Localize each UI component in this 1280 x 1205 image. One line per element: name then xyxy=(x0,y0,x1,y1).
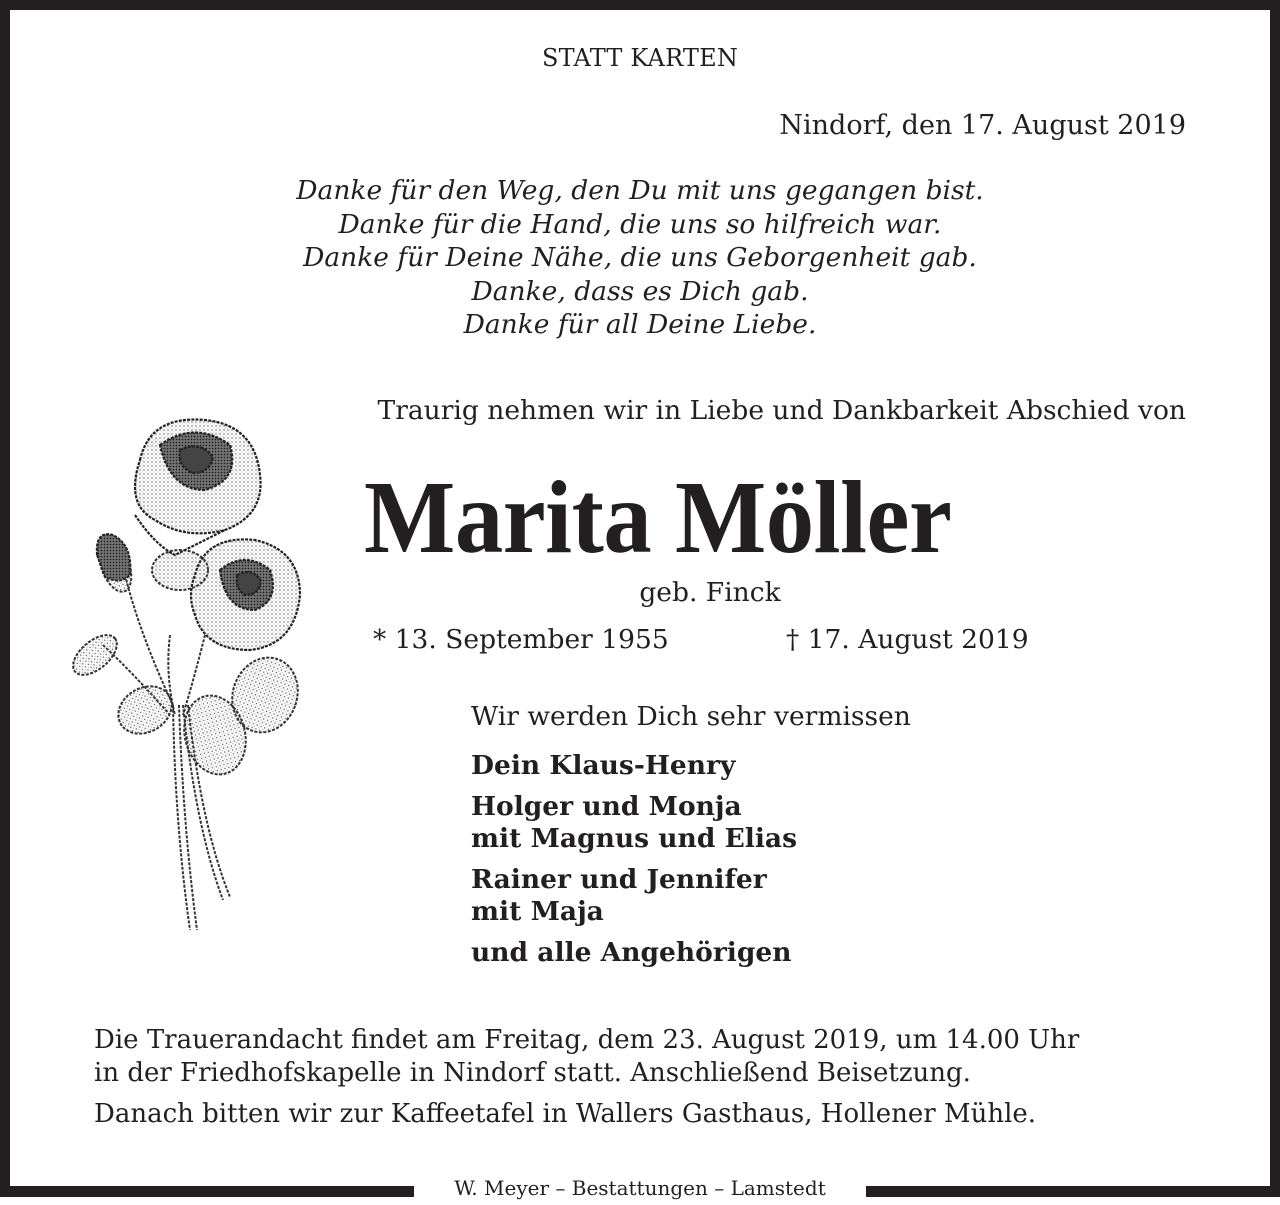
poem-line: Danke für die Hand, die uns so hilfreich war. xyxy=(338,208,942,240)
mourner-line: Rainer und Jennifer xyxy=(471,863,767,895)
frame-border-bottom-left xyxy=(0,1186,414,1197)
mourners-list xyxy=(471,750,797,977)
mourner-line: mit Magnus und Elias xyxy=(471,823,797,854)
mourner-group xyxy=(471,750,797,783)
maiden-name: geb. Finck xyxy=(639,577,781,608)
mourner-group xyxy=(471,864,797,929)
frame-border-top xyxy=(0,0,1280,10)
deceased-name: Marita Möller xyxy=(364,460,952,575)
death-date: † 17. August 2019 xyxy=(786,624,1029,655)
place-date: Nindorf, den 17. August 2019 xyxy=(779,110,1186,141)
intro-text: Traurig nehmen wir in Liebe und Dankbarkeit Abschied von xyxy=(377,395,1186,426)
mourner-group xyxy=(471,937,797,970)
miss-line: Wir werden Dich sehr vermissen xyxy=(471,701,911,732)
funeral-home-credit: W. Meyer – Bestattungen – Lamstedt xyxy=(454,1176,826,1200)
poem-line: Danke, dass es Dich gab. xyxy=(471,275,809,307)
poem-line: Danke für Deine Nähe, die uns Geborgenheit gab. xyxy=(303,242,977,273)
mourner-line: Dein Klaus-Henry xyxy=(471,750,736,781)
reception-line: Danach bitten wir zur Kaffeetafel in Wallers Gasthaus, Hollener Mühle. xyxy=(94,1099,1037,1129)
mourner-line: mit Maja xyxy=(471,896,604,927)
poem-line: Danke für all Deine Liebe. xyxy=(463,309,817,340)
mourner-line: Holger und Monja xyxy=(471,790,742,822)
mourner-line: und alle Angehörigen xyxy=(471,936,792,968)
birth-date: * 13. September 1955 xyxy=(373,624,669,655)
rose-bouquet-icon xyxy=(55,405,315,945)
service-info xyxy=(94,1024,1186,1131)
header-label: STATT KARTEN xyxy=(541,44,739,72)
poem xyxy=(0,174,1280,342)
service-line: Die Trauerandacht findet am Freitag, dem 23. August 2019, um 14.00 Uhr xyxy=(94,1025,1080,1055)
frame-border-bottom-right xyxy=(866,1186,1280,1197)
service-line: in der Friedhofskapelle in Nindorf statt. Anschließend Beisetzung. xyxy=(94,1057,971,1088)
mourner-group xyxy=(471,791,797,856)
poem-line: Danke für den Weg, den Du mit uns gegangen bist. xyxy=(296,175,984,206)
